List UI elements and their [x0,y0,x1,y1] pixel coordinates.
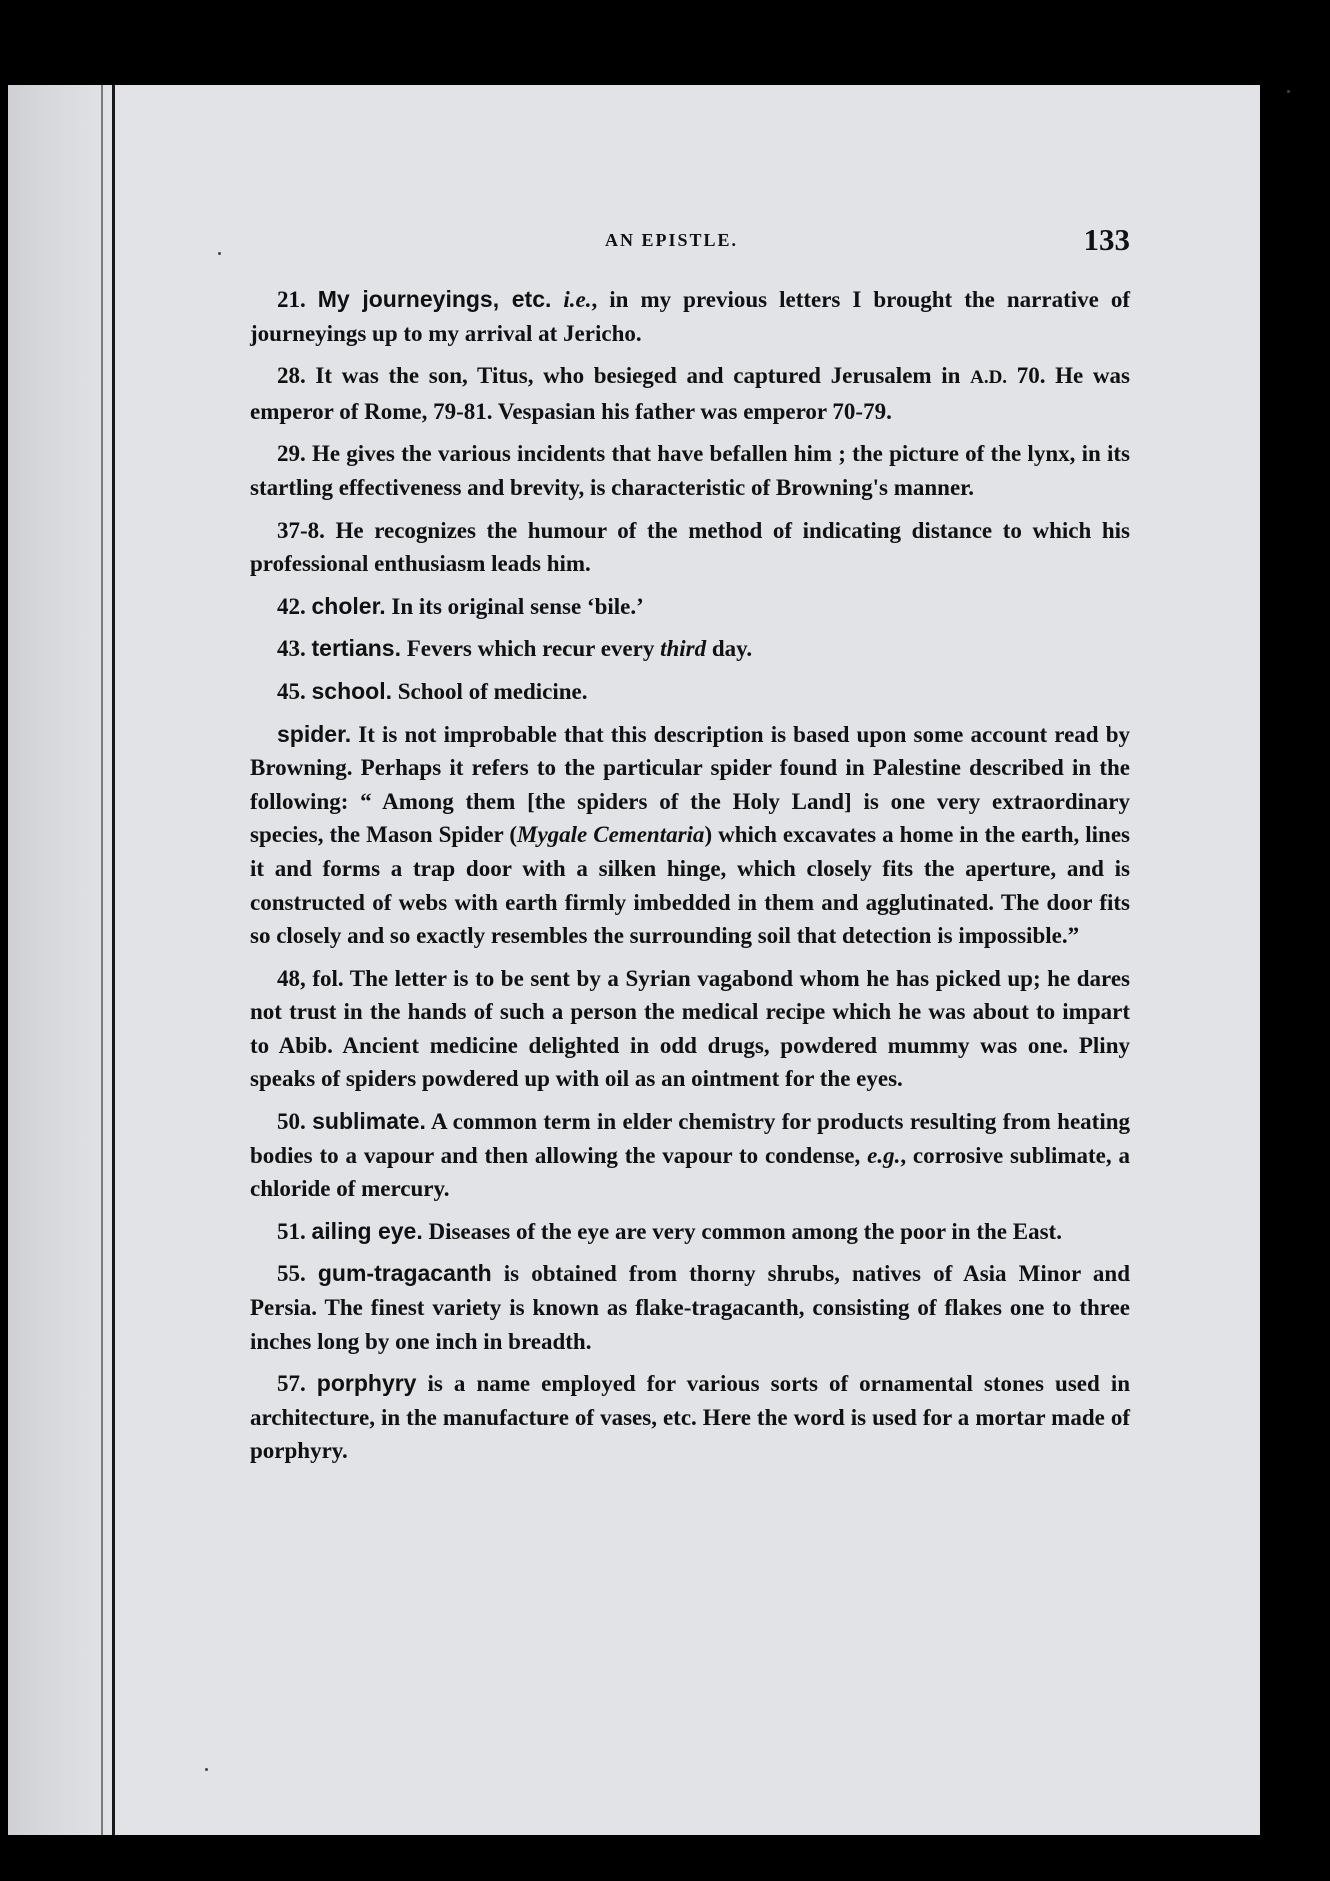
dust-speck [1287,90,1290,93]
binding-edge [101,85,103,1835]
note-text: , corrosive sublimate, a chloride of mercury. [250,1142,1130,1202]
note-number: 48, fol. [277,965,344,991]
note-text: ) which excavates a home in the earth, lines it and forms a trap door with a silken hinge, which closely fits the aperture, and is constructed of webs with earth firmly imbedded in them and agglutinated. The door fits so closely and so exactly resembles the surrounding soil that detection is impossible.” [250,822,1130,949]
note-text: The letter is to be sent by a Syrian vagabond whom he has picked up; he dares not trust in the hands of such a person the medical recipe which he was about to impart to Abib. Ancient medicine delighted in odd drugs, powdered mummy was one. Pliny speaks of spiders powdered up with oil as an ointment for the eyes. [250,965,1130,1092]
note-57 [250,1367,1130,1468]
note-text [551,287,563,312]
note-italic: Mygale Cementaria [517,822,705,848]
note-lemma: sublimate. [312,1108,426,1135]
note-lemma: gum-tragacanth [317,1260,492,1287]
note-text: It was the son, Titus, who besieged and captured Jerusalem in [305,363,971,389]
note-text: He recognizes the humour of the method of indicating distance to which his professional enthusiasm leads him. [250,517,1130,577]
note-45 [250,675,1130,709]
note-37-8 [250,514,1130,581]
note-text: He gives the various incidents that have befallen him ; the picture of the lynx, in its startling effectiveness and brevity, is characteristic of Browning's manner. [250,441,1130,500]
binding-line [112,85,115,1835]
note-text: 70. He was emperor of Rome, 79-81. Vespasian his father was emperor 70-79. [250,363,1130,424]
note-italic: e.g. [867,1142,901,1168]
note-29 [250,437,1130,504]
note-number: 21. [277,287,306,312]
note-number: 42. [277,593,306,619]
note-text: Diseases of the eye are very common among the poor in the East. [422,1218,1062,1244]
note-number: 29. [277,441,306,467]
note-text: is a name employed for various sorts of ornamental stones used in architecture, in the manufacture of vases, etc. Here the word is used for a mortar made of porphyry. [250,1371,1130,1464]
note-lemma: ailing eye. [311,1217,423,1244]
note-lemma: tertians. [311,635,401,662]
page-header [250,222,1130,262]
note-italic: i.e. [563,287,592,312]
note-number: 28. [277,363,306,389]
dust-speck [218,252,221,255]
note-lemma: spider. [277,720,352,747]
note-lemma: choler. [311,592,386,619]
note-text: Fevers which recur every [400,636,661,662]
page-number: 133 [1083,222,1130,257]
note-55 [250,1257,1130,1358]
note-51 [250,1215,1130,1249]
note-text: , in my previous letters I brought the narrative of journeyings up to my arrival at Jericho. [250,287,1131,346]
note-number: 55. [277,1261,306,1287]
running-title: AN EPISTLE. [605,230,739,250]
note-48 [250,962,1130,1096]
note-text: A common term in elder chemistry for products resulting from heating bodies to a vapour and then allowing the vapour to condense, [250,1109,1131,1168]
note-italic: third [660,636,707,662]
note-number: 50. [277,1109,306,1135]
note-lemma: porphyry [316,1370,417,1397]
note-21 [250,283,1130,350]
note-smallcaps: A.D. [970,367,1008,389]
note-spider [250,718,1130,953]
note-text: day. [706,636,753,662]
note-50 [250,1105,1130,1206]
note-text: In its original sense ‘bile.’ [385,593,644,619]
note-lemma: school. [311,677,393,704]
note-number: 51. [277,1218,306,1244]
note-28 [250,359,1130,428]
note-number: 43. [277,636,306,662]
note-text: It is not improbable that this description is based upon some account read by Browning. Perhaps it refers to the particular spider found in Palestine described in the following: “ Among them [the spiders of the Holy Land] is one very extraordinary species, the Mason Spider ( [250,721,1130,848]
note-text: School of medicine. [392,678,588,704]
note-number: 57. [277,1371,306,1397]
note-lemma: My journeyings, etc. [317,286,552,312]
note-number: 45. [277,678,306,704]
note-number: 37-8. [277,517,325,543]
note-43 [250,632,1130,666]
note-text: is obtained from thorny shrubs, natives of Asia Minor and Persia. The finest variety is known as flake-tragacanth, consisting of flakes one to three inches long by one inch in breadth. [250,1261,1130,1354]
notes-body [250,283,1130,1477]
dust-speck [205,1768,208,1771]
note-42 [250,590,1130,624]
